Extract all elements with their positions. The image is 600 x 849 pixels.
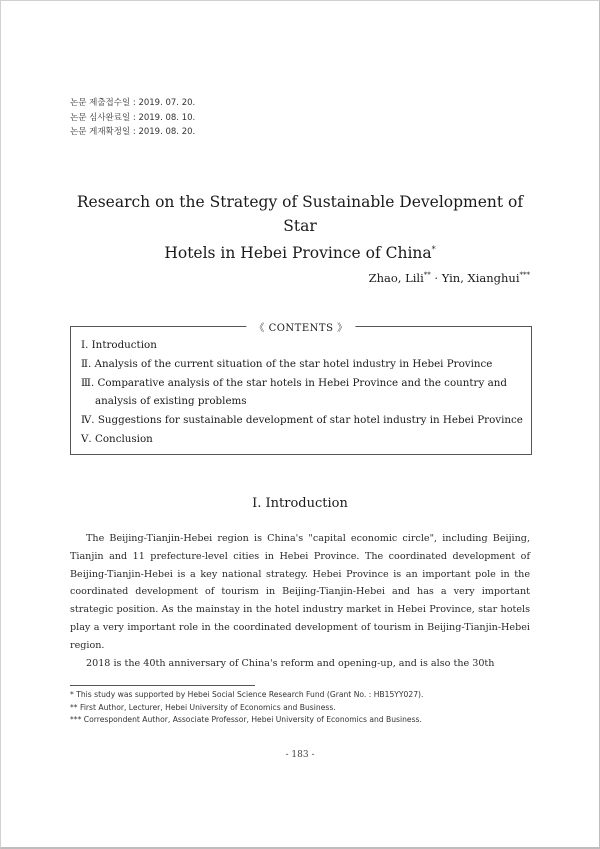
section-heading: Ⅰ. Introduction [252, 496, 348, 511]
author-1-mark: ** [423, 271, 431, 280]
date-accepted: 논문 게재확정일 : 2019. 08. 20. [70, 127, 196, 137]
footnotes [70, 689, 540, 727]
toc-item-5: Ⅴ. Conclusion [81, 432, 153, 445]
table-of-contents [81, 336, 527, 449]
footnote-3: *** Correspondent Author, Associate Professor, Hebei University of Economics and Business. [70, 715, 422, 724]
submission-dates [70, 96, 195, 140]
contents-box [70, 323, 532, 455]
toc-item-1: Ⅰ. Introduction [81, 339, 157, 351]
contents-title: 《 CONTENTS 》 [246, 319, 355, 334]
toc-item-4: Ⅳ. Suggestions for sustainable development of star hotel industry in Hebei Province [81, 414, 523, 427]
authors-line [369, 271, 530, 285]
date-received: 논문 제출접수일 : 2019. 07. 20. [70, 98, 196, 108]
footnote-2: ** First Author, Lecturer, Hebei University of Economics and Business. [70, 702, 336, 712]
paper-title [60, 190, 540, 265]
footnote-1: * This study was supported by Hebei Social Science Research Fund (Grant No. : HB15YY027). [70, 690, 424, 699]
toc-item-3-continued: analysis of existing problems [95, 395, 247, 408]
toc-item-3: Ⅲ. Comparative analysis of the star hotels in Hebei Province and the country and [81, 376, 507, 389]
title-line-1: Research on the Strategy of Sustainable Development of Star [76, 193, 524, 235]
footnote-divider [70, 685, 255, 686]
author-2-mark: *** [519, 271, 530, 280]
author-1: Zhao, Lili [368, 271, 424, 285]
paragraph-2: 2018 is the 40th anniversary of China's reform and opening-up, and is also the 30th [86, 657, 495, 669]
date-reviewed: 논문 심사완료일 : 2019. 08. 10. [70, 112, 196, 123]
page-number: - 183 - [285, 750, 315, 760]
title-line-2 [60, 238, 540, 265]
title-footnote-mark: * [431, 245, 436, 254]
body-text [70, 530, 530, 672]
toc-item-2: Ⅱ. Analysis of the current situation of the star hotel industry in Hebei Province [81, 357, 493, 370]
author-2: Yin, Xianghui [441, 271, 520, 285]
paragraph-1: The Beijing-Tianjin-Hebei region is China's "capital economic circle", including Beijing, Tianjin and 11 prefecture-level cities in Hebei Province. The coordinated development of Beijing-Tianjin-Hebei is a key national strategy. Hebei Province is an important pole in the coordinated development of tourism in Beijing-Tianjin-Hebei and has a very important strategic position. As the mainstay in the hotel industry market in Hebei Province, star hotels play a very important role in the coordinated development of tourism in Beijing-Tianjin-Hebei region. [70, 533, 530, 651]
author-separator: · [430, 271, 442, 285]
title-line-2-text: Hotels in Hebei Province of China [164, 244, 432, 263]
